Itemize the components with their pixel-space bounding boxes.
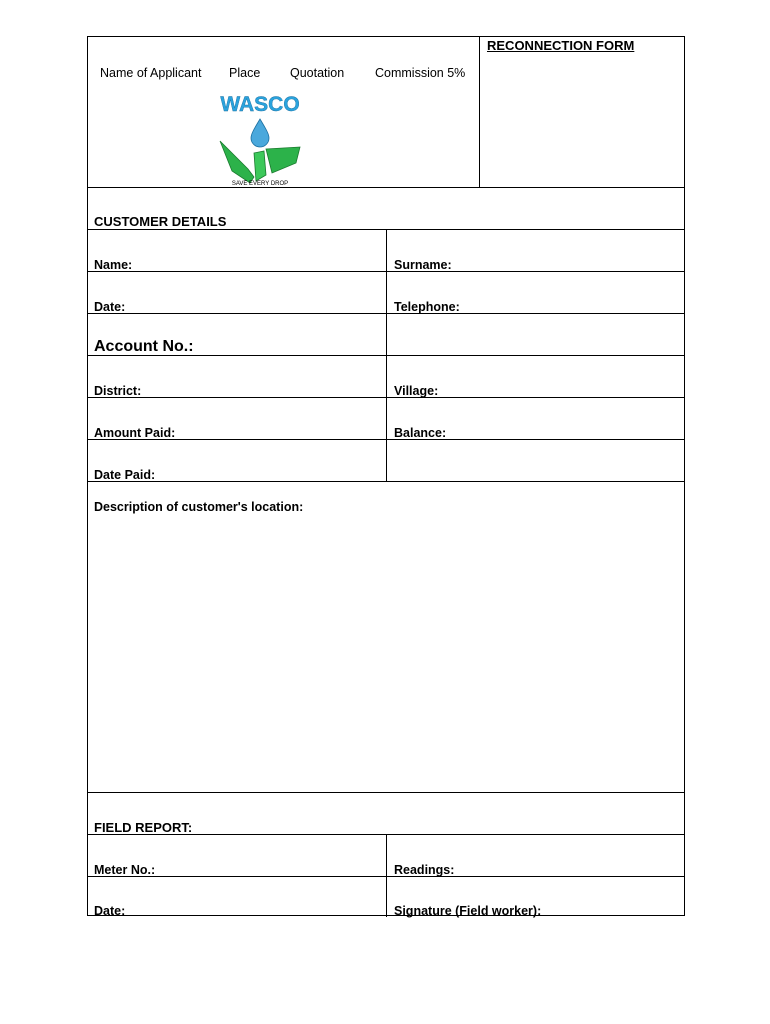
name-field[interactable]: Name: xyxy=(94,258,133,272)
signature-field[interactable]: Signature (Field worker): xyxy=(394,904,542,918)
readings-field[interactable]: Readings: xyxy=(394,863,455,877)
water-drop-icon xyxy=(251,119,269,147)
meter-no-field[interactable]: Meter No.: xyxy=(94,863,156,877)
account-no-field[interactable]: Account No.: xyxy=(94,338,194,355)
field-report-heading: FIELD REPORT: xyxy=(94,820,193,835)
surname-field[interactable]: Surname: xyxy=(394,258,452,272)
header-divider xyxy=(479,37,480,187)
logo-tagline: SAVE EVERY DROP xyxy=(231,181,289,187)
logo-brand-text: WASCO xyxy=(220,93,300,116)
date-field[interactable]: Date: xyxy=(94,300,126,314)
customer-details-heading: CUSTOMER DETAILS xyxy=(94,214,227,229)
balance-field[interactable]: Balance: xyxy=(394,426,447,440)
location-description-field[interactable]: Description of customer's location: xyxy=(94,500,304,514)
left-leaf-icon xyxy=(220,141,254,183)
commission-label: Commission 5% xyxy=(375,66,466,80)
quotation-label: Quotation xyxy=(290,66,345,80)
reconnection-form xyxy=(87,36,685,916)
telephone-field[interactable]: Telephone: xyxy=(394,300,460,314)
village-field[interactable]: Village: xyxy=(394,384,439,398)
date-paid-field[interactable]: Date Paid: xyxy=(94,468,156,482)
report-date-field[interactable]: Date: xyxy=(94,904,126,918)
place-label: Place xyxy=(229,66,261,80)
form-title: RECONNECTION FORM xyxy=(487,38,635,53)
amount-paid-field[interactable]: Amount Paid: xyxy=(94,426,176,440)
right-leaf-icon xyxy=(266,147,300,173)
center-leaf-icon xyxy=(254,151,266,181)
wasco-logo xyxy=(218,91,302,187)
name-of-applicant-label: Name of Applicant xyxy=(100,66,202,80)
district-field[interactable]: District: xyxy=(94,384,142,398)
